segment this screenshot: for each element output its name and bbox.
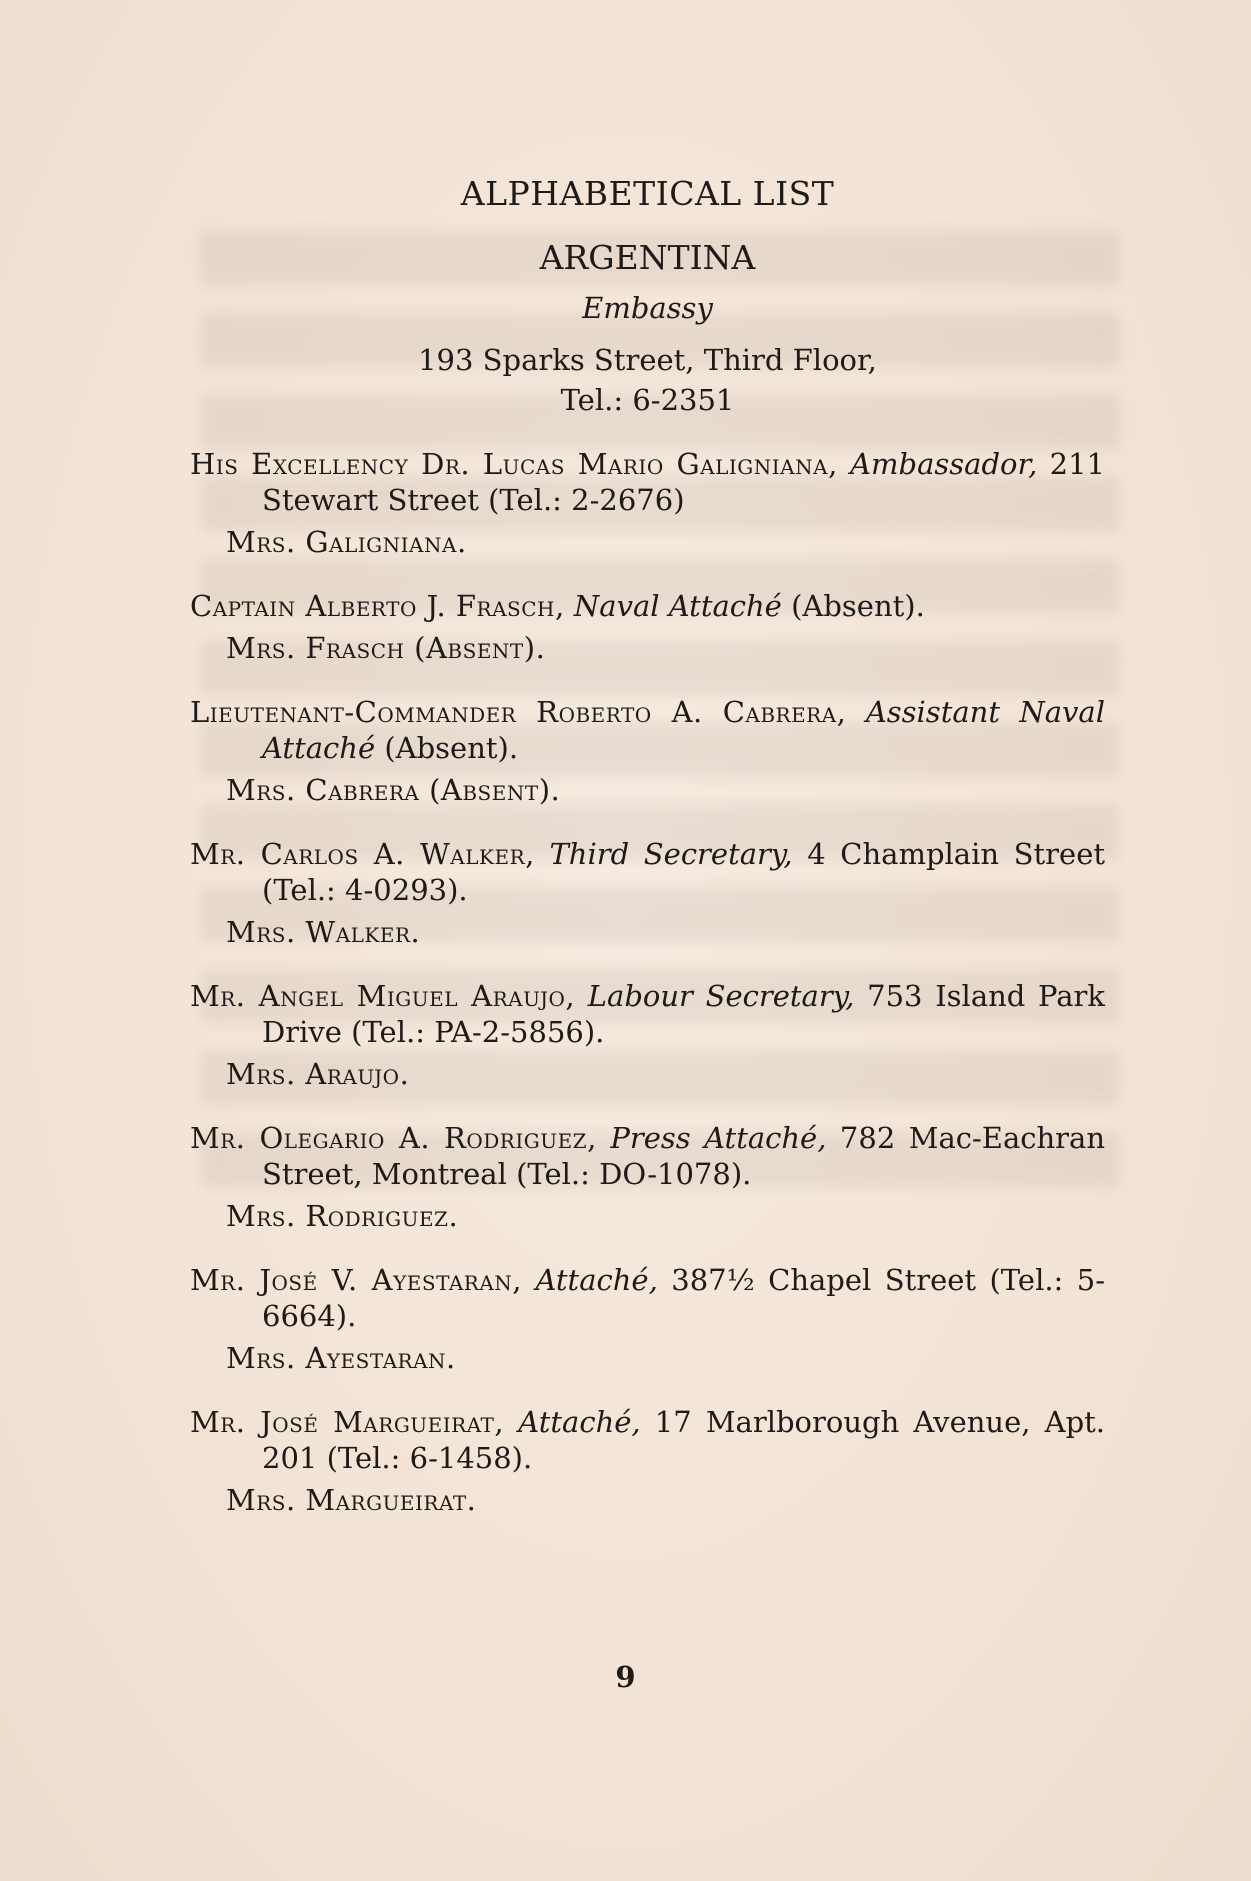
page-number: 9 [615, 1660, 636, 1694]
list-item [190, 694, 1105, 808]
entry-details: (Absent). [375, 731, 519, 765]
entry-name: Lieutenant-Commander Roberto A. Cabrera, [190, 695, 847, 729]
entry-title: Labour Secretary, [587, 979, 855, 1013]
entry-name: Mr. José V. Ayestaran, [190, 1263, 523, 1297]
entry-main [190, 978, 1105, 1050]
list-title: ALPHABETICAL LIST [460, 174, 835, 213]
entry-spouse: Mrs. Frasch (Absent). [226, 631, 546, 665]
entry-name: Mr. Olegario A. Rodriguez, [190, 1121, 597, 1155]
list-item [190, 1404, 1105, 1518]
list-item [190, 446, 1105, 560]
list-item [190, 588, 1105, 666]
embassy-address: 193 Sparks Street, Third Floor, [418, 343, 877, 377]
entry-title: Assistant Naval Attaché [262, 695, 1105, 765]
entry-spouse: Mrs. Rodriguez. [226, 1199, 459, 1233]
entry-main [190, 1404, 1105, 1476]
entry-spouse: Mrs. Walker. [226, 915, 421, 949]
entry-title: Press Attaché, [610, 1121, 827, 1155]
entry-title: Third Secretary, [549, 837, 793, 871]
entry-main [190, 836, 1105, 908]
entry-details: 4 Champlain Street (Tel.: 4-0293). [262, 837, 1106, 907]
entry-main [190, 1120, 1105, 1192]
list-item [190, 1120, 1105, 1234]
entry-title: Naval Attaché [573, 589, 782, 623]
entry-details: (Absent). [781, 589, 925, 623]
entry-title: Ambassador, [850, 447, 1038, 481]
entry-name: Mr. Angel Miguel Araujo, [190, 979, 576, 1013]
entry-spouse: Mrs. Ayestaran. [226, 1341, 456, 1375]
entry-spouse: Mrs. Araujo. [226, 1057, 410, 1091]
country-heading: ARGENTINA [539, 238, 756, 277]
entry-main [190, 694, 1105, 766]
entry-name: His Excellency Dr. Lucas Mario Galigniana, [190, 447, 838, 481]
entry-details: 753 Island Park Drive (Tel.: PA-2-5856). [262, 979, 1105, 1049]
content [190, 170, 1105, 1518]
entries-list [190, 446, 1105, 1518]
entry-spouse: Mrs. Margueirat. [226, 1483, 477, 1517]
entry-main [190, 446, 1105, 518]
entry-title: Attaché, [518, 1405, 641, 1439]
entry-main [190, 1262, 1105, 1334]
entry-details: 17 Marlborough Avenue, Apt. 201 (Tel.: 6-1458). [262, 1405, 1106, 1475]
entry-details: 211 Stewart Street (Tel.: 2-2676) [262, 447, 1106, 517]
entry-name: Mr. Carlos A. Walker, [190, 837, 535, 871]
entry-spouse: Mrs. Cabrera (Absent). [226, 773, 561, 807]
entry-spouse: Mrs. Galigniana. [226, 525, 467, 559]
embassy-telephone: Tel.: 6-2351 [560, 383, 735, 417]
entry-name: Mr. José Margueirat, [190, 1405, 505, 1439]
department-heading: Embassy [582, 291, 713, 325]
entry-details: 782 Mac-Eachran Street, Montreal (Tel.: DO-1078). [262, 1121, 1105, 1191]
list-item [190, 978, 1105, 1092]
entry-main [190, 588, 1105, 624]
list-item [190, 1262, 1105, 1376]
entry-title: Attaché, [535, 1263, 658, 1297]
entry-details: 387½ Chapel Street (Tel.: 5-6664). [262, 1263, 1106, 1333]
list-item [190, 836, 1105, 950]
entry-name: Captain Alberto J. Frasch, [190, 589, 565, 623]
